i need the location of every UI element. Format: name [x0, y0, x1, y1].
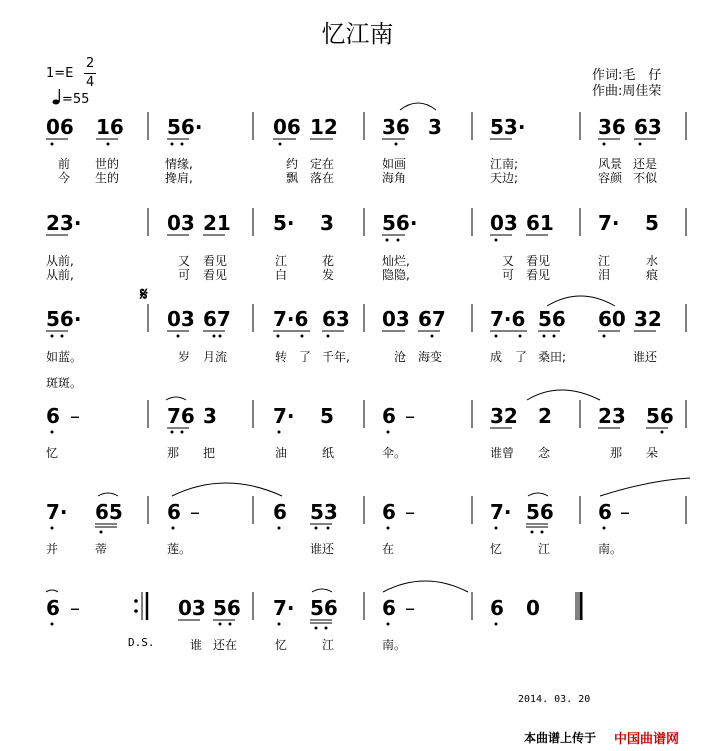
- lyric: 成: [490, 350, 503, 364]
- lyric: 隐隐,: [382, 268, 410, 282]
- note-group: 3: [320, 211, 334, 235]
- lyric: 莲。: [167, 542, 192, 556]
- footer-text: 本曲谱上传于: [524, 731, 597, 745]
- note-group: 56·: [46, 307, 82, 331]
- lyric: 油: [275, 446, 288, 460]
- lyric: 灿烂,: [382, 254, 410, 268]
- lyric: 还是: [633, 157, 658, 171]
- note-group: 65: [95, 500, 123, 524]
- note-group: 3: [203, 404, 217, 428]
- lyric: 谁还: [310, 542, 335, 556]
- note-group: 3: [428, 115, 442, 139]
- dash: –: [405, 596, 415, 620]
- note-group: 56: [213, 596, 241, 620]
- lyric: 落在: [310, 171, 335, 185]
- note-group: 6: [382, 596, 396, 620]
- note-group: 32: [490, 404, 518, 428]
- note-group: 23: [598, 404, 626, 428]
- lyric: 朵: [646, 446, 659, 460]
- note-group: 03: [178, 596, 206, 620]
- lyric: 了: [515, 350, 528, 364]
- note-group: 6: [382, 500, 396, 524]
- lyric: 看见: [526, 268, 551, 282]
- lyric: 把: [203, 446, 216, 460]
- note-group: 6: [167, 500, 181, 524]
- lyric: 忆: [46, 446, 59, 460]
- note-group: 0: [526, 596, 540, 620]
- lyric: 在: [382, 542, 395, 556]
- lyric: 白: [275, 268, 288, 282]
- lyric: 又: [502, 254, 515, 268]
- lyric: 忆: [275, 638, 288, 652]
- lyric: 发: [322, 268, 335, 282]
- lyric: 搀肩,: [165, 171, 193, 185]
- lyric: 容颜: [598, 171, 623, 185]
- lyric: 南。: [598, 542, 623, 556]
- lyric: 海角: [382, 171, 407, 185]
- note-group: 63: [322, 307, 350, 331]
- note-group: 6: [490, 596, 504, 620]
- lyric: 可: [502, 268, 515, 282]
- segno-icon: 𝄋: [140, 284, 148, 305]
- lyric: 江南;: [490, 157, 519, 171]
- note-group: 7·: [273, 404, 295, 428]
- note-group: 6: [46, 404, 60, 428]
- lyric: 蒂: [95, 542, 108, 556]
- note-group: 56·: [382, 211, 418, 235]
- lyric: 岁: [178, 350, 191, 364]
- note-group: 16: [96, 115, 124, 139]
- note-group: 03: [490, 211, 518, 235]
- lyric: 情缘,: [165, 157, 193, 171]
- note-group: 56: [538, 307, 566, 331]
- lyric: 看见: [203, 268, 228, 282]
- lyric: 今: [58, 171, 71, 185]
- lyric: 如蓝。: [46, 350, 83, 364]
- lyric: 江: [275, 254, 288, 268]
- lyric: 可: [178, 268, 191, 282]
- upload-date: 2014. 03. 20: [518, 694, 591, 705]
- key-signature: 1=E: [46, 66, 74, 81]
- lyric: 泪: [598, 268, 611, 282]
- lyric: 水: [646, 254, 659, 268]
- lyric: 桑田;: [538, 350, 567, 364]
- note-group: 6: [382, 404, 396, 428]
- lyric: 看见: [526, 254, 551, 268]
- note-group: 7·: [273, 596, 295, 620]
- note-group: 7·: [46, 500, 68, 524]
- dash: –: [620, 500, 630, 524]
- note-group: 63: [634, 115, 662, 139]
- note-group: 36: [382, 115, 410, 139]
- lyric: 那: [610, 446, 623, 460]
- lyric: 海变: [418, 350, 443, 364]
- note-group: 7·6: [273, 307, 309, 331]
- lyric: 世的: [95, 157, 120, 171]
- note-group: 21: [203, 211, 231, 235]
- time-signature-bottom: 4: [86, 75, 95, 90]
- lyric: 生的: [95, 171, 120, 185]
- note-group: 7·6: [490, 307, 526, 331]
- lyric: 不似: [633, 171, 658, 185]
- lyric: 南。: [382, 638, 407, 652]
- lyric: 还在: [213, 638, 238, 652]
- note-group: 36: [598, 115, 626, 139]
- note-group: 5·: [273, 211, 295, 235]
- lyric: 谁曾: [490, 446, 515, 460]
- note-group: 56·: [167, 115, 203, 139]
- lyric: 从前,: [46, 254, 74, 268]
- note-group: 03: [167, 307, 195, 331]
- lyric: 定在: [310, 157, 335, 171]
- lyric: 念: [538, 446, 551, 460]
- note-group: 32: [634, 307, 662, 331]
- note-group: 53·: [490, 115, 526, 139]
- lyric: 看见: [203, 254, 228, 268]
- ds-marking: D.S.: [128, 636, 155, 649]
- lyric: 并: [46, 542, 59, 556]
- lyric: 从前,: [46, 268, 74, 282]
- lyric: 斑斑。: [46, 376, 83, 390]
- lyric: 谁: [190, 638, 203, 652]
- note-group: 03: [167, 211, 195, 235]
- note-group: 2: [538, 404, 552, 428]
- lyric: 天边;: [490, 171, 519, 185]
- note-group: 56: [310, 596, 338, 620]
- note-group: 56: [646, 404, 674, 428]
- dash: –: [405, 404, 415, 428]
- lyric: 江: [538, 542, 551, 556]
- lyric: 前: [58, 157, 71, 171]
- note-group: 12: [310, 115, 338, 139]
- note-group: 67: [203, 307, 231, 331]
- note-group: 06: [46, 115, 74, 139]
- lyric: 忆: [490, 542, 503, 556]
- lyric: 痕: [646, 268, 659, 282]
- lyric: 江: [322, 638, 335, 652]
- note-group: 6: [46, 596, 60, 620]
- note-group: 7·: [598, 211, 620, 235]
- note-group: 5: [645, 211, 659, 235]
- note-group: 06: [273, 115, 301, 139]
- lyric: 沧: [394, 350, 407, 364]
- note-group: 67: [418, 307, 446, 331]
- lyric: 纸: [322, 446, 335, 460]
- lyric: 花: [322, 254, 335, 268]
- lyric: 江: [598, 254, 611, 268]
- tempo-marking: =55: [62, 92, 90, 107]
- lyric: 谁还: [633, 350, 658, 364]
- song-title: 忆江南: [321, 20, 394, 48]
- lyric: 月流: [203, 350, 228, 364]
- lyric: 如画: [382, 157, 407, 171]
- dash: –: [70, 596, 80, 620]
- note-group: 53: [310, 500, 338, 524]
- site-logo[interactable]: 中国曲谱网: [614, 732, 680, 747]
- composer-credit: 作曲:周佳荣: [592, 84, 662, 99]
- dash: –: [190, 500, 200, 524]
- note-group: 03: [382, 307, 410, 331]
- dash: –: [70, 404, 80, 428]
- lyric: 飘: [286, 171, 299, 185]
- lyricist-credit: 作词:毛 仔: [592, 68, 662, 83]
- lyric: 千年,: [322, 350, 350, 364]
- note-group: 7·: [490, 500, 512, 524]
- lyric: 风景: [598, 157, 623, 171]
- dash: –: [405, 500, 415, 524]
- note-group: 5: [320, 404, 334, 428]
- lyric: 又: [178, 254, 191, 268]
- time-signature-top: 2: [86, 56, 95, 71]
- lyric: 伞。: [382, 446, 407, 460]
- note-group: 6: [598, 500, 612, 524]
- lyric: 那: [167, 446, 180, 460]
- note-group: 60: [598, 307, 626, 331]
- note-group: 76: [167, 404, 195, 428]
- note-group: 56: [526, 500, 554, 524]
- lyric: 了: [299, 350, 312, 364]
- note-group: 23·: [46, 211, 82, 235]
- note-group: 6: [273, 500, 287, 524]
- lyric: 转: [275, 350, 288, 364]
- note-group: 61: [526, 211, 554, 235]
- lyric: 约: [286, 157, 299, 171]
